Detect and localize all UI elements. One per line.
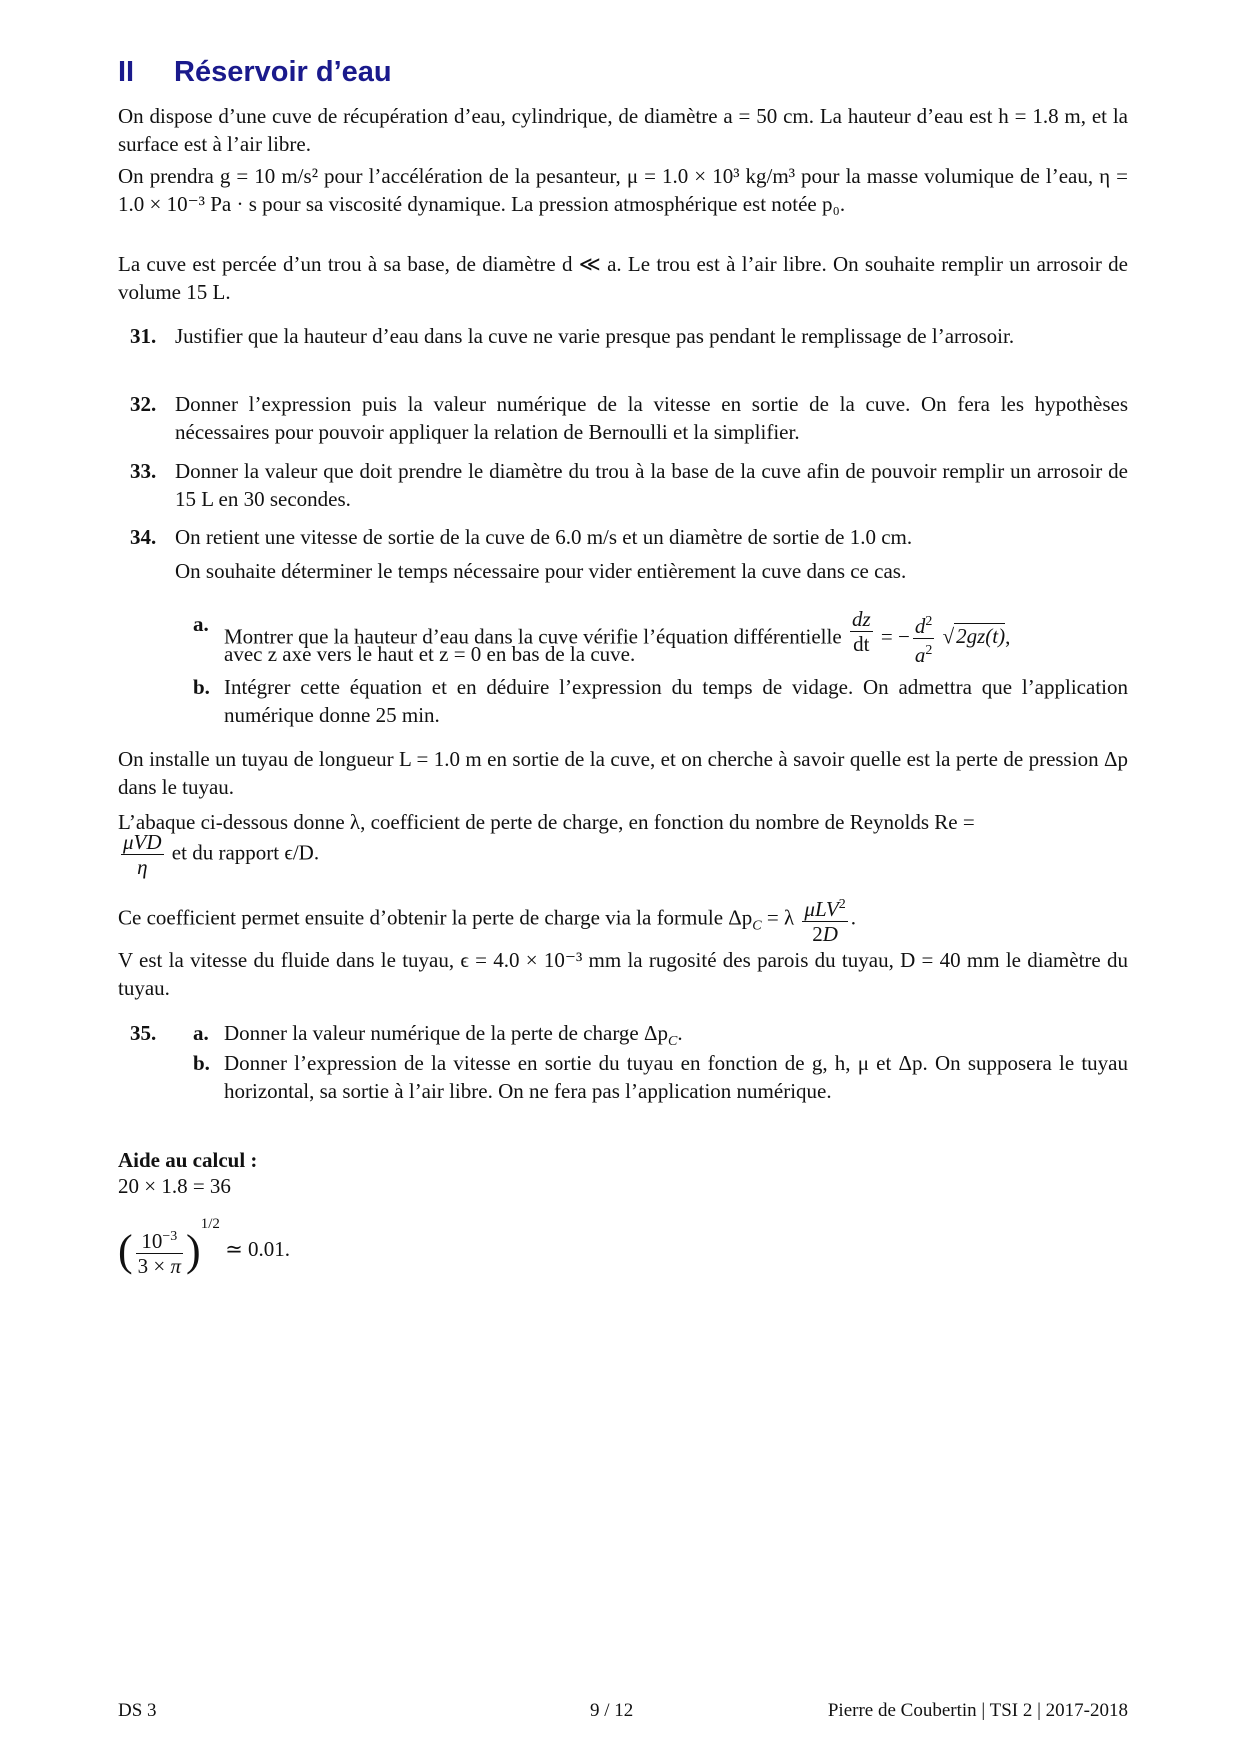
question-number-35: 35. [130, 1021, 157, 1045]
question-31-text: Justifier que la hauteur d’eau dans la cuve ne varie presque pas pendant le remplissage de l’arrosoir. [175, 324, 1015, 348]
footer-left: DS 3 [118, 1700, 157, 1721]
tuyau-paragraph-4 [118, 946, 1128, 1002]
section-heading [118, 56, 392, 89]
sqrt-expression: 2gz(t) [956, 624, 1006, 649]
tuyau-paragraph-1 [118, 745, 1128, 801]
tuyau-p3: Ce coefficient permet ensuite d’obtenir la perte de charge via la formule Δp [118, 905, 753, 930]
q35-part-b-label: b. [193, 1051, 210, 1075]
q34-part-a: Montrer que la hauteur d’eau dans la cuve vérifie l’équation différentielle $\frac{dz}{dt}$ = − $\frac{d^2}{a^2}$ √2gz(t), [224, 607, 1011, 667]
q34-part-b-text: Intégrer cette équation et en déduire l’expression du temps de vidage. On admettra que l’application numérique donne 25 min. [224, 675, 1128, 727]
tuyau-paragraph-3: Ce coefficient permet ensuite d’obtenir la perte de charge via la formule $\Delta p_C = \lambda$ $\frac{\mu LV^2}{2D}$ . [118, 893, 1128, 946]
question-number-34: 34. [130, 525, 157, 549]
section-title: Réservoir d’eau [174, 56, 392, 88]
question-34-text-2: On souhaite déterminer le temps nécessaire pour vider entièrement la cuve dans ce cas. [175, 559, 907, 583]
q35-part-a-label: a. [193, 1021, 209, 1045]
question-number-33: 33. [130, 459, 157, 483]
footer-right: Pierre de Coubertin | TSI 2 | 2017-2018 [827, 1700, 1128, 1721]
section-number: II [118, 56, 135, 88]
sqrt-symbol: √ [942, 624, 955, 649]
intro-p3: La cuve est percée d’un trou à sa base, de diamètre d ≪ a. Le trou est à l’air libre. On souhaite remplir un arrosoir de volume 15 L. [118, 252, 1128, 304]
q35-part-a-text: Donner la valeur numérique de la perte de charge Δp [224, 1021, 669, 1045]
q35-part-b-text: Donner l’expression de la vitesse en sortie du tuyau en fonction de g, h, μ et Δp. On supposera le tuyau horizontal, sa sortie à l’air libre. On ne fera pas l’application numérique. [224, 1051, 1128, 1103]
dz-dt-fraction: $\frac{dz}{dt}$ [851, 607, 871, 656]
question-32-text: Donner l’expression puis la valeur numérique de la vitesse en sortie de la cuve. On fera les hypothèses nécessaires pour pouvoir appliquer la relation de Bernoulli et la simplifier. [175, 392, 1128, 444]
q34-part-a-text-2: avec z axe vers le haut et z = 0 en bas de la cuve. [224, 642, 636, 666]
q34-part-a-label: a. [193, 612, 209, 636]
intro-paragraph-1 [118, 102, 1128, 158]
tuyau-p2b: et du rapport ϵ/D. [171, 840, 320, 865]
charge-formula-fraction: $\frac{\mu LV^2}{2D}$ [802, 893, 847, 946]
aide-line-2: ( $\frac{10^{-3}}{3 \times \pi}$ )$^{1/2}$ ≃ 0.01. [118, 1216, 290, 1278]
intro-p2: On prendra g = 10 m/s² pour l’accélération de la pesanteur, μ = 1.0 × 10³ kg/m³ pour la masse volumique de l’eau, η = 1.0 × 10⁻³ Pa · s pour sa viscosité dynamique. La pression atmosphérique est notée p₀. [118, 164, 1128, 216]
aide-fraction: $\frac{10^{-3}}{3 \times \pi}$ [136, 1225, 183, 1278]
q34-part-a-text: Montrer que la hauteur d’eau dans la cuve vérifie l’équation différentielle [224, 624, 842, 649]
d2-a2-fraction: $\frac{d^2}{a^2}$ [913, 610, 935, 667]
reynolds-line [118, 830, 319, 879]
reynolds-fraction: $\frac{\text{μVD}}{\eta}$ [123, 830, 162, 879]
question-33-text: Donner la valeur que doit prendre le diamètre du trou à la base de la cuve afin de pouvoir remplir un arrosoir de 15 L en 30 secondes. [175, 459, 1128, 511]
question-number-32: 32. [130, 392, 157, 416]
question-34-text: On retient une vitesse de sortie de la cuve de 6.0 m/s et un diamètre de sortie de 1.0 cm. [175, 525, 913, 549]
question-number-31: 31. [130, 324, 157, 348]
intro-paragraph-3 [118, 250, 1128, 306]
intro-paragraph-2 [118, 162, 1128, 218]
q34-part-b-label: b. [193, 675, 210, 699]
aide-line-1: 20 × 1.8 = 36 [118, 1174, 231, 1198]
aide-title: Aide au calcul : [118, 1148, 258, 1172]
tuyau-p2: L’abaque ci-dessous donne λ, coefficient de perte de charge, en fonction du nombre de Reynolds Re = [118, 810, 975, 834]
aide-line-2-result: ≃ 0.01. [225, 1237, 290, 1261]
page-number: 9 / 12 [590, 1700, 634, 1721]
q35-part-a: Donner la valeur numérique de la perte de charge $\Delta p_C$. [224, 1021, 683, 1050]
tuyau-p1: On installe un tuyau de longueur L = 1.0 m en sortie de la cuve, et on cherche à savoir quelle est la perte de pression Δp dans le tuyau. [118, 747, 1128, 799]
tuyau-p4: V est la vitesse du fluide dans le tuyau, ϵ = 4.0 × 10⁻³ mm la rugosité des parois du tuyau, D = 40 mm le diamètre du tuyau. [118, 948, 1128, 1000]
intro-p1: On dispose d’une cuve de récupération d’eau, cylindrique, de diamètre a = 50 cm. La hauteur d’eau est h = 1.8 m, et la surface est à l’air libre. [118, 104, 1128, 156]
